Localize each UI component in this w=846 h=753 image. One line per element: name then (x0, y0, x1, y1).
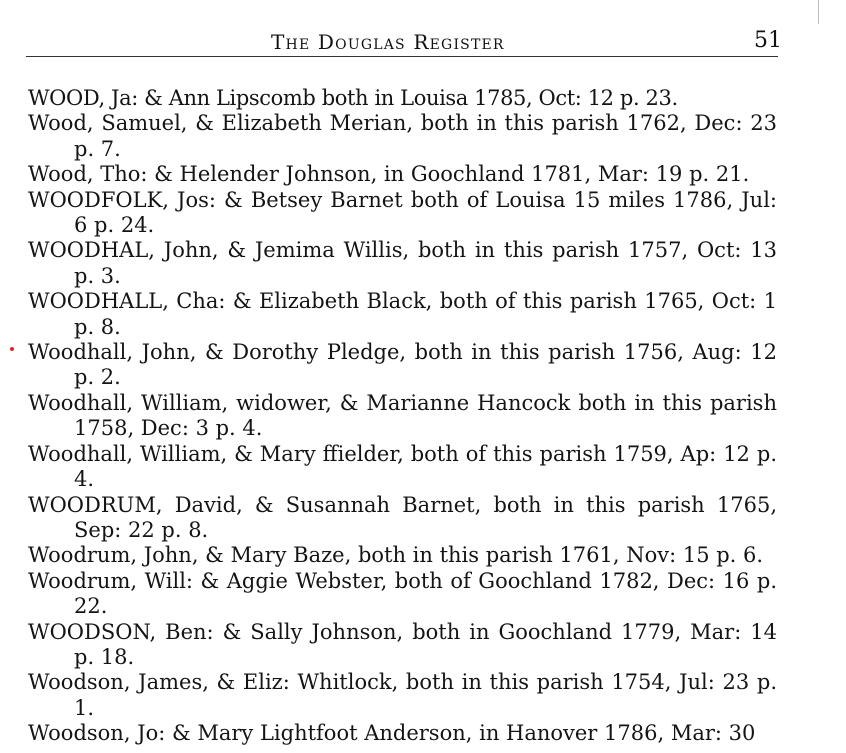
page-number: 51 (754, 28, 782, 53)
entry: Woodrum, Will: & Aggie Webster, both of Goochland 1782, Dec: 16 p. 22. (28, 568, 777, 619)
entry: WOODHALL, Cha: & Elizabeth Black, both of this parish 1765, Oct: 1 p. 8. (28, 289, 777, 339)
entry: WOODRUM, David, & Susannah Barnet, both in this parish 1765, Sep: 22 p. 8. (28, 492, 777, 542)
entry: WOOD, Ja: & Ann Lipscomb both in Louisa 1785, Oct: 12 p. 23. (28, 86, 678, 110)
running-title: The Douglas Register (271, 30, 505, 54)
entry: WOODSON, Ben: & Sally Johnson, both in Goochland 1779, Mar: 14 p. 18. (28, 619, 777, 669)
entry: Woodhall, William, & Mary ffielder, both of this parish 1759, Ap: 12 p. 4. (28, 441, 777, 492)
page-header (26, 14, 782, 62)
entry: WOODFOLK, Jos: & Betsey Barnet both of Louisa 15 miles 1786, Jul: 6 p. 24. (28, 187, 777, 238)
margin-mark (10, 347, 14, 351)
entry: Wood, Samuel, & Elizabeth Merian, both in this parish 1762, Dec: 23 p. 7. (28, 111, 777, 161)
marriage-entries (28, 86, 777, 747)
scan-edge-line (818, 0, 819, 24)
entry: WOODHAL, John, & Jemima Willis, both in this parish 1757, Oct: 13 p. 3. (28, 238, 777, 288)
entry: Woodrum, John, & Mary Baze, both in this parish 1761, Nov: 15 p. 6. (28, 543, 764, 568)
entry: Woodhall, John, & Dorothy Pledge, both in this parish 1756, Aug: 12 p. 2. (28, 340, 777, 390)
entry: Woodson, James, & Eliz: Whitlock, both in this parish 1754, Jul: 23 p. 1. (28, 670, 777, 720)
entry: Woodhall, William, widower, & Marianne Hancock both in this parish 1758, Dec: 3 p. 4. (28, 390, 777, 441)
entry: Woodson, Jo: & Mary Lightfoot Anderson, in Hanover 1786, Mar: 30 (28, 721, 756, 746)
entry: Wood, Tho: & Helender Johnson, in Goochland 1781, Mar: 19 p. 21. (28, 162, 750, 187)
header-rule (26, 56, 778, 57)
